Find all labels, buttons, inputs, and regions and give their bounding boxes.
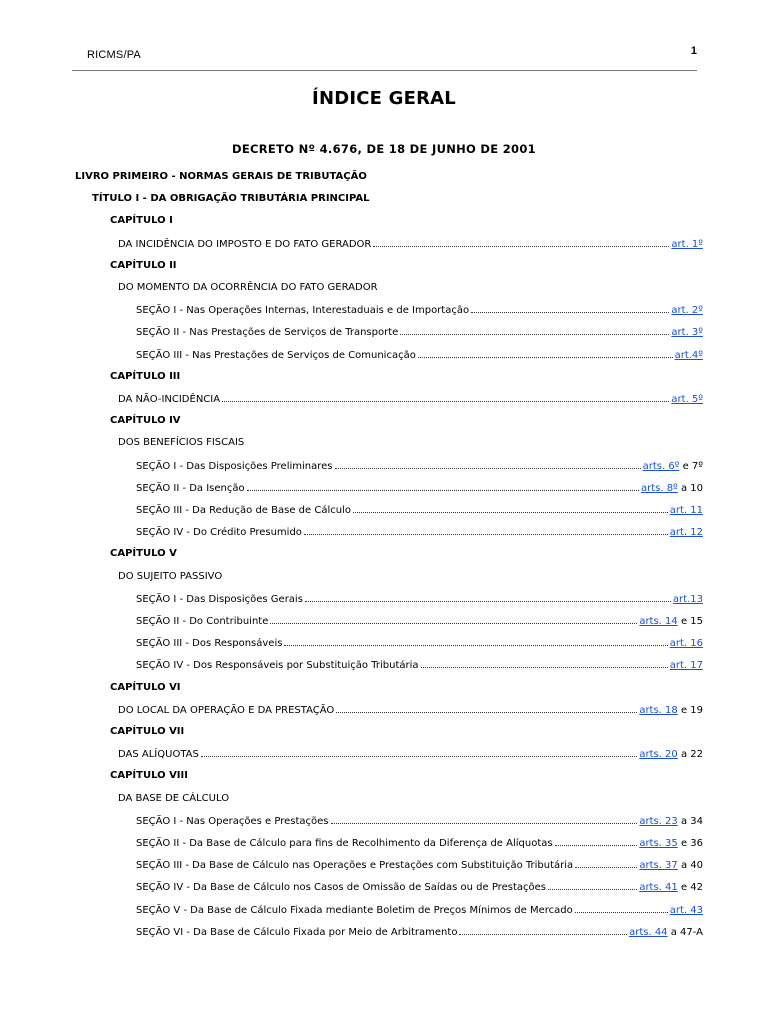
article-reference xyxy=(639,859,703,873)
dot-leader xyxy=(304,525,668,535)
dot-leader xyxy=(459,925,627,935)
article-range-suffix: e 7º xyxy=(679,461,703,472)
toc-entry-label: CAPÍTULO V xyxy=(110,548,177,559)
article-link[interactable]: arts. 6º xyxy=(642,461,680,472)
toc-entry xyxy=(110,214,173,228)
toc-entry xyxy=(110,370,180,384)
toc-entry xyxy=(118,792,229,806)
article-reference xyxy=(673,593,703,607)
article-reference xyxy=(639,881,703,895)
article-reference xyxy=(675,349,703,363)
toc-entry-label: DO MOMENTO DA OCORRÊNCIA DO FATO GERADOR xyxy=(118,282,378,293)
article-link[interactable]: art.13 xyxy=(672,594,703,605)
article-link[interactable]: art. 16 xyxy=(669,638,703,649)
toc-entry-label: SEÇÃO IV - Dos Responsáveis por Substituição Tributária xyxy=(136,660,419,671)
toc-entry-label: SEÇÃO I - Das Disposições Gerais xyxy=(136,594,303,605)
toc-entry xyxy=(75,170,367,184)
toc-entry[interactable] xyxy=(136,636,703,650)
dot-leader xyxy=(575,903,668,913)
toc-entry[interactable] xyxy=(136,880,703,894)
article-reference xyxy=(671,393,703,407)
article-link[interactable]: arts. 37 xyxy=(639,860,678,871)
toc-entry-label: DA BASE DE CÁLCULO xyxy=(118,793,230,804)
article-link[interactable]: arts. 18 xyxy=(639,705,678,716)
article-link[interactable]: art. 11 xyxy=(669,505,703,516)
toc-entry-label: CAPÍTULO III xyxy=(110,371,181,382)
article-range-suffix: a 22 xyxy=(677,749,703,760)
toc-entry[interactable] xyxy=(118,703,703,717)
toc-entry-label: SEÇÃO II - Do Contribuinte xyxy=(136,616,269,627)
dot-leader xyxy=(548,880,637,890)
article-link[interactable]: arts. 35 xyxy=(639,838,678,849)
toc-entry xyxy=(92,192,370,206)
dot-leader xyxy=(335,459,641,469)
toc-entry-label: SEÇÃO II - Nas Prestações de Serviços de Transporte xyxy=(136,327,399,338)
toc-entry xyxy=(118,570,222,584)
toc-entry[interactable] xyxy=(118,392,703,406)
article-reference xyxy=(643,460,703,474)
toc-entry-label: SEÇÃO I - Das Disposições Preliminares xyxy=(136,461,333,472)
article-reference xyxy=(670,637,703,651)
toc-entry-label: DO SUJEITO PASSIVO xyxy=(118,571,223,582)
toc-entry-label: CAPÍTULO IV xyxy=(110,415,181,426)
toc-entry[interactable] xyxy=(136,836,703,850)
dot-leader xyxy=(336,703,637,713)
article-reference xyxy=(670,526,703,540)
toc-entry-label: DA INCIDÊNCIA DO IMPOSTO E DO FATO GERADOR xyxy=(118,239,372,250)
decree-subtitle: DECRETO Nº 4.676, DE 18 DE JUNHO DE 2001 xyxy=(232,142,536,156)
dot-leader xyxy=(222,392,669,402)
article-range-suffix: a 10 xyxy=(677,483,703,494)
article-link[interactable]: art. 12 xyxy=(669,527,703,538)
article-range-suffix: a 40 xyxy=(677,860,703,871)
article-link[interactable]: art. 43 xyxy=(669,905,703,916)
article-link[interactable]: arts. 41 xyxy=(639,882,678,893)
article-reference xyxy=(670,504,703,518)
toc-entry-label: SEÇÃO III - Da Redução de Base de Cálculo xyxy=(136,505,351,516)
article-reference xyxy=(639,704,703,718)
dot-leader xyxy=(471,303,669,313)
article-link[interactable]: art. 17 xyxy=(669,660,703,671)
toc-entry[interactable] xyxy=(136,903,703,917)
article-link[interactable]: art. 5º xyxy=(671,394,703,405)
dot-leader xyxy=(555,836,638,846)
article-range-suffix: e 15 xyxy=(677,616,703,627)
article-link[interactable]: arts. 8º xyxy=(640,483,678,494)
toc-entry-label: SEÇÃO VI - Da Base de Cálculo Fixada por Meio de Arbitramento xyxy=(136,927,458,938)
toc-entry[interactable] xyxy=(118,237,703,251)
page-title: ÍNDICE GERAL xyxy=(312,88,456,109)
toc-entry xyxy=(110,725,184,739)
article-range-suffix: a 47-A xyxy=(667,927,703,938)
article-link[interactable]: art. 2º xyxy=(671,305,703,316)
toc-entry xyxy=(110,681,181,695)
toc-entry-label: SEÇÃO III - Nas Prestações de Serviços de Comunicação xyxy=(136,350,416,361)
dot-leader xyxy=(353,503,668,513)
toc-entry-label: SEÇÃO II - Da Base de Cálculo para fins de Recolhimento da Diferença de Alíquotas xyxy=(136,838,553,849)
toc-entry-label: CAPÍTULO VI xyxy=(110,682,181,693)
article-range-suffix: e 42 xyxy=(677,882,703,893)
dot-leader xyxy=(201,747,637,757)
dot-leader xyxy=(270,614,637,624)
article-link[interactable]: art.4º xyxy=(674,350,703,361)
article-reference xyxy=(639,837,703,851)
dot-leader xyxy=(373,237,669,247)
toc-entry-label: SEÇÃO I - Nas Operações Internas, Interestaduais e de Importação xyxy=(136,305,470,316)
article-reference xyxy=(670,659,703,673)
toc-entry-label: SEÇÃO IV - Da Base de Cálculo nos Casos de Omissão de Saídas ou de Prestações xyxy=(136,882,546,893)
article-reference xyxy=(639,748,703,762)
toc-entry[interactable] xyxy=(136,525,703,539)
toc-entry[interactable] xyxy=(136,303,703,317)
article-link[interactable]: arts. 44 xyxy=(629,927,668,938)
dot-leader xyxy=(400,325,669,335)
article-reference xyxy=(639,615,703,629)
article-link[interactable]: arts. 23 xyxy=(639,816,678,827)
toc-entry xyxy=(110,769,188,783)
article-reference xyxy=(671,304,703,318)
toc-entry-label: SEÇÃO V - Da Base de Cálculo Fixada mediante Boletim de Preços Mínimos de Mercado xyxy=(136,905,573,916)
toc-entry-label: LIVRO PRIMEIRO - NORMAS GERAIS DE TRIBUTAÇÃO xyxy=(75,171,367,182)
article-range-suffix: e 36 xyxy=(677,838,703,849)
toc-entry[interactable] xyxy=(136,614,703,628)
dot-leader xyxy=(247,481,639,491)
toc-entry-label: DOS BENEFÍCIOS FISCAIS xyxy=(118,437,245,448)
toc-entry[interactable] xyxy=(136,503,703,517)
page-number: 1 xyxy=(690,45,697,57)
toc-entry[interactable] xyxy=(136,658,703,672)
toc-entry[interactable] xyxy=(136,925,703,939)
article-reference xyxy=(639,815,703,829)
toc-entry xyxy=(110,259,177,273)
toc-entry-label: SEÇÃO IV - Do Crédito Presumido xyxy=(136,527,302,538)
document-code: RICMS/PA xyxy=(87,49,141,61)
article-link[interactable]: art. 1º xyxy=(671,239,703,250)
toc-entry[interactable] xyxy=(136,459,703,473)
toc-entry-label: CAPÍTULO VII xyxy=(110,726,185,737)
article-reference xyxy=(671,326,703,340)
article-reference xyxy=(641,482,703,496)
toc-entry xyxy=(118,281,378,295)
dot-leader xyxy=(305,592,671,602)
page-header xyxy=(72,40,697,71)
article-range-suffix: e 19 xyxy=(677,705,703,716)
toc-entry-label: DO LOCAL DA OPERAÇÃO E DA PRESTAÇÃO xyxy=(118,705,335,716)
toc-entry[interactable] xyxy=(136,858,703,872)
toc-entry-label: SEÇÃO I - Nas Operações e Prestações xyxy=(136,816,329,827)
article-link[interactable]: art. 3º xyxy=(671,327,703,338)
article-link[interactable]: arts. 20 xyxy=(639,749,678,760)
toc-entry-label: SEÇÃO II - Da Isenção xyxy=(136,483,245,494)
toc-entry-label: SEÇÃO III - Da Base de Cálculo nas Operações e Prestações com Substituição Tributária xyxy=(136,860,574,871)
toc-entry-label: TÍTULO I - DA OBRIGAÇÃO TRIBUTÁRIA PRINCIPAL xyxy=(92,193,370,204)
toc-entry[interactable] xyxy=(136,481,703,495)
article-reference xyxy=(671,238,703,252)
toc-entry[interactable] xyxy=(136,592,703,606)
toc-entry-label: SEÇÃO III - Dos Responsáveis xyxy=(136,638,283,649)
toc-entry[interactable] xyxy=(136,814,703,828)
toc-entry-label: DAS ALÍQUOTAS xyxy=(118,749,199,760)
toc-entry xyxy=(110,414,181,428)
toc-entry-label: DA NÃO-INCIDÊNCIA xyxy=(118,394,221,405)
dot-leader xyxy=(575,858,637,868)
article-reference xyxy=(670,904,703,918)
toc-entry[interactable] xyxy=(136,325,703,339)
toc-entry-label: CAPÍTULO VIII xyxy=(110,770,188,781)
toc-entry-label: CAPÍTULO II xyxy=(110,260,177,271)
article-link[interactable]: arts. 14 xyxy=(639,616,678,627)
dot-leader xyxy=(421,658,668,668)
toc-entry xyxy=(118,436,244,450)
toc-entry[interactable] xyxy=(136,348,703,362)
dot-leader xyxy=(284,636,667,646)
toc-entry-label: CAPÍTULO I xyxy=(110,215,173,226)
article-range-suffix: a 34 xyxy=(677,816,703,827)
dot-leader xyxy=(331,814,638,824)
toc-entry xyxy=(110,547,177,561)
article-reference xyxy=(629,926,703,940)
dot-leader xyxy=(418,348,673,358)
toc-entry[interactable] xyxy=(118,747,703,761)
